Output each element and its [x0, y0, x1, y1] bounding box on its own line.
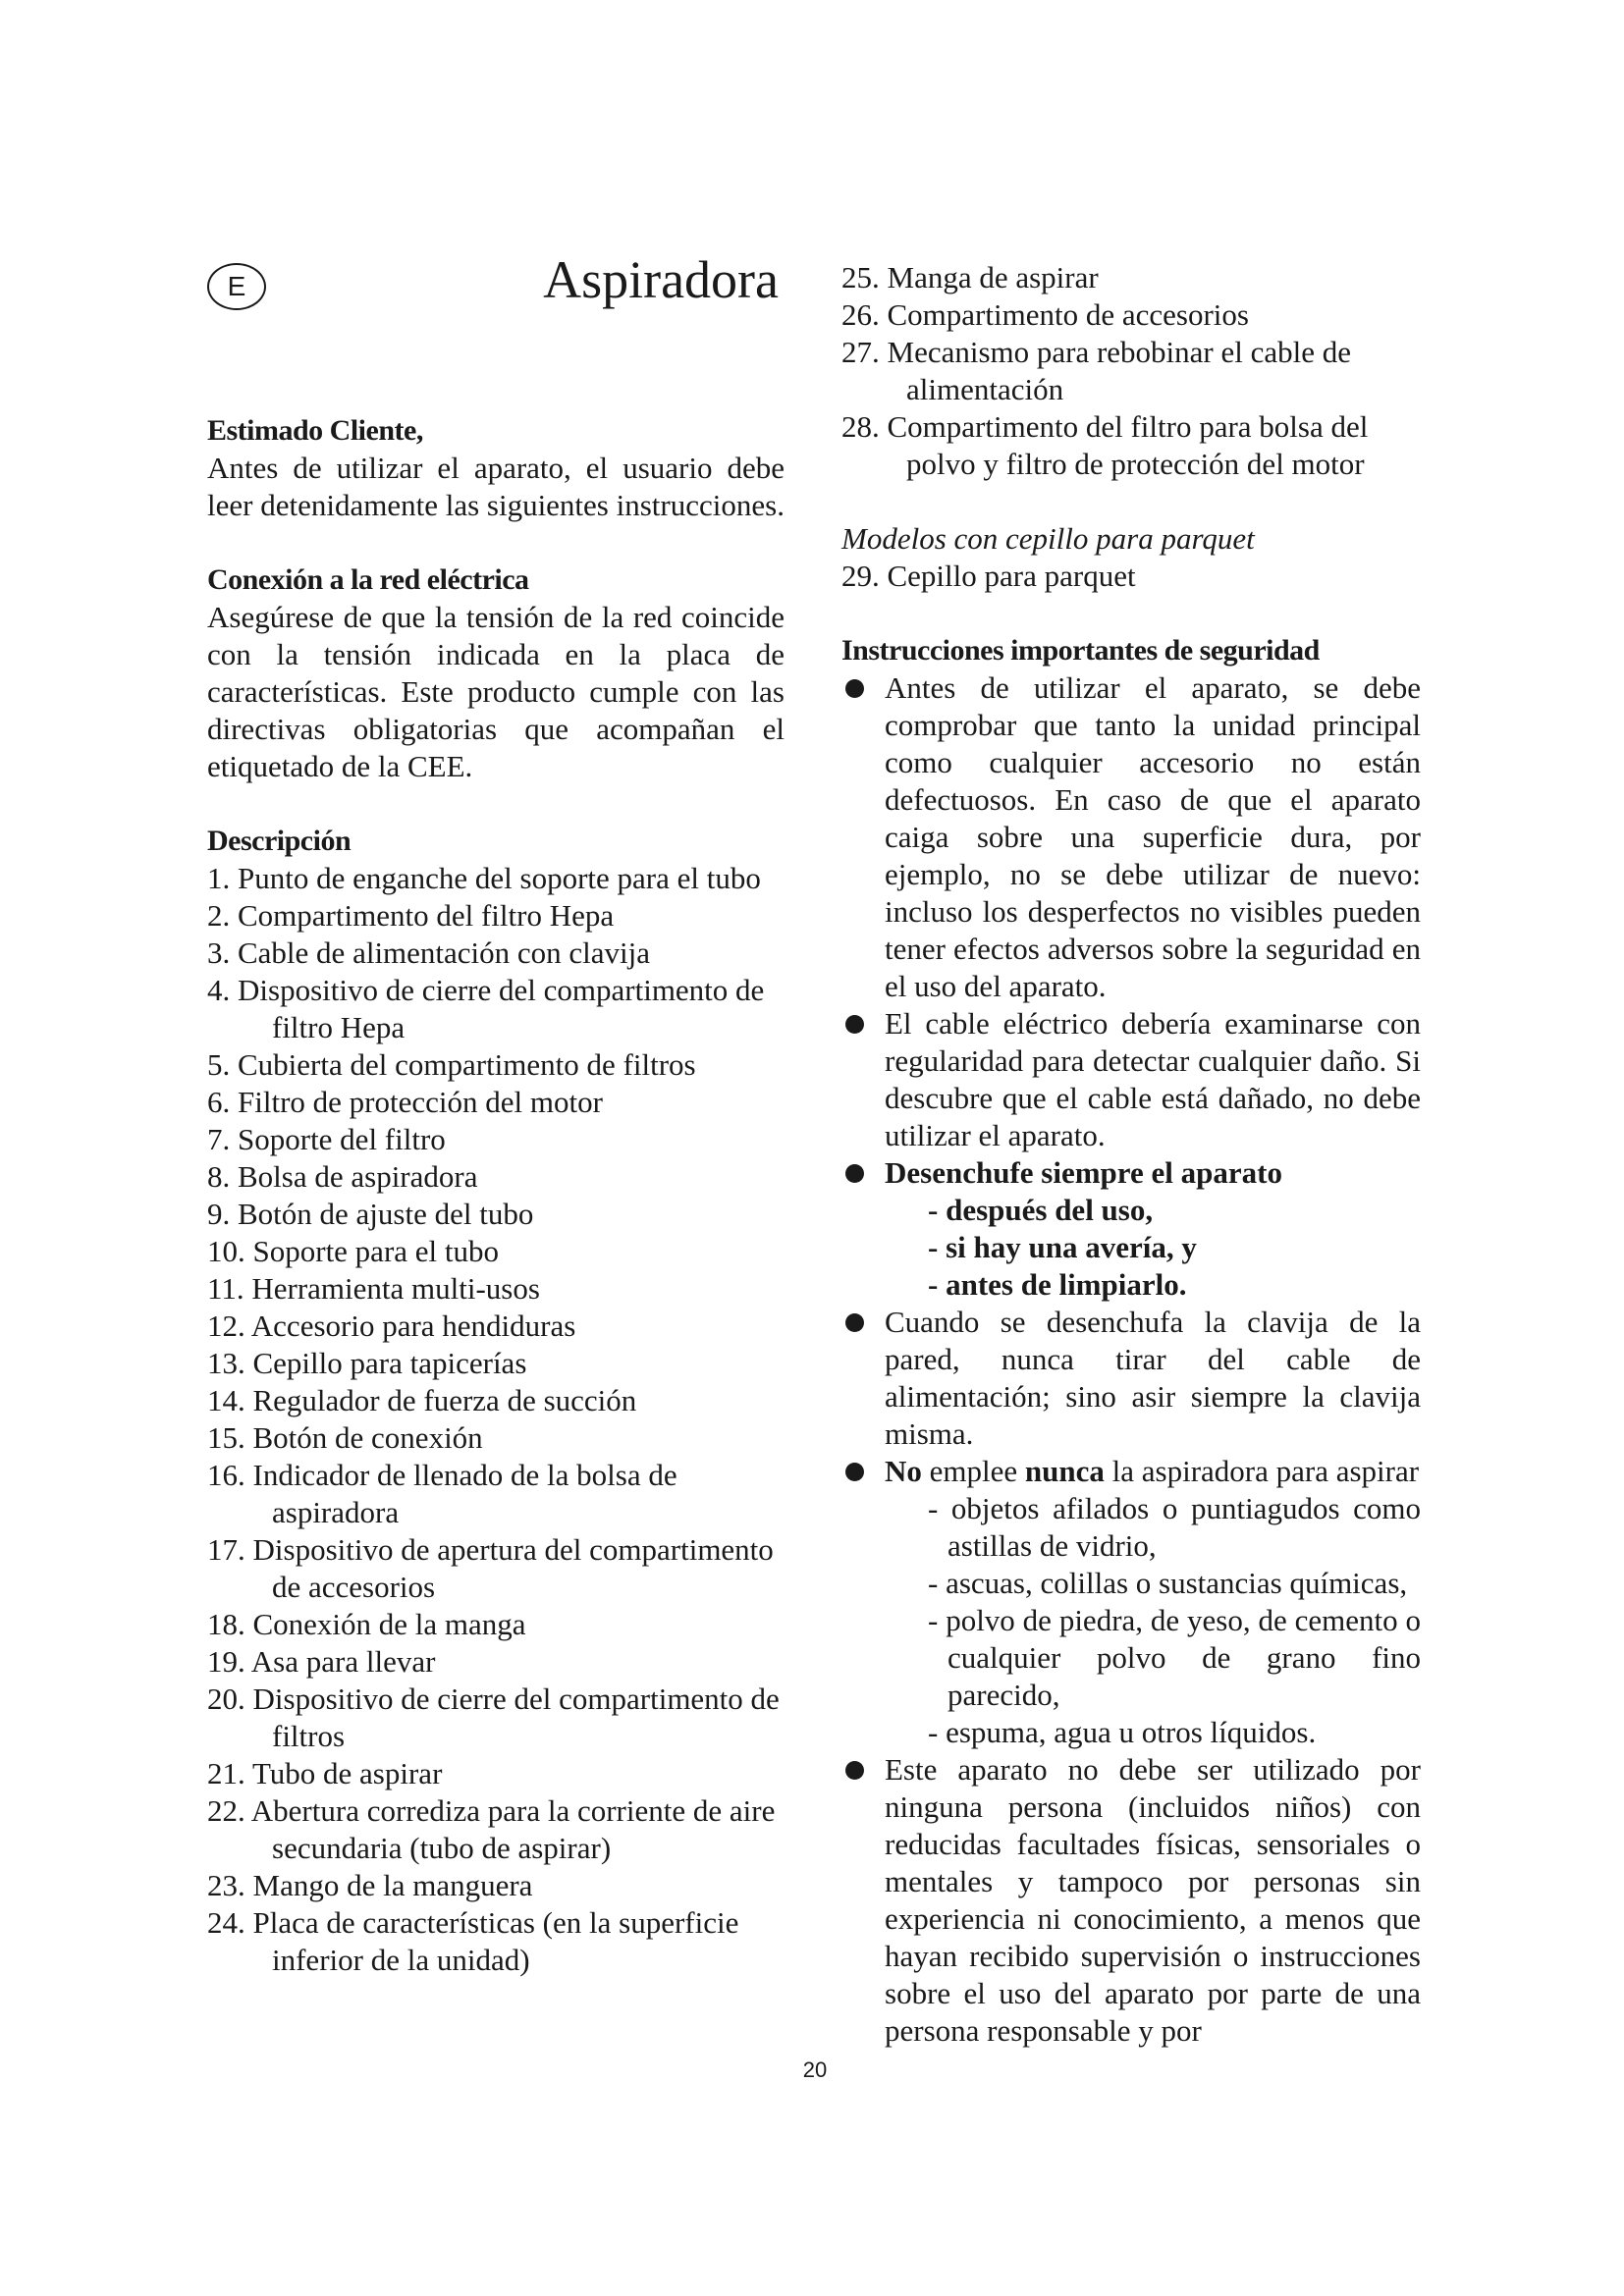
sub-list-item: - espuma, agua u otros líquidos.	[928, 1715, 1317, 1749]
list-item: 25. Manga de aspirar	[841, 260, 1099, 294]
sub-list-item: - antes de limpiarlo.	[928, 1267, 1187, 1302]
list-item: 9. Botón de ajuste del tubo	[207, 1197, 534, 1231]
list-item: 18. Conexión de la manga	[207, 1607, 526, 1641]
page-number: 20	[802, 2057, 828, 2082]
list-item: 13. Cepillo para tapicerías	[207, 1346, 527, 1380]
list-item: 10. Soporte para el tubo	[207, 1234, 500, 1268]
list-item: 12. Accesorio para hendiduras	[207, 1308, 576, 1343]
language-code: E	[227, 271, 246, 301]
bullet-text: El cable eléctrico debería examinarse con regularidad para detectar cualquier daño. Si descubre que el cable está dañado, no debe utilizar el aparato.	[885, 1006, 1421, 1152]
sub-list-item: - polvo de piedra, de yeso, de cemento o cualquier polvo de grano fino parecido,	[928, 1603, 1421, 1712]
connection-text: Asegúrese de que la tensión de la red coincide con la tensión indicada en la placa de características. Este producto cumple con las directivas obligatorias que acompañan el etiquetado de la CEE.	[207, 600, 785, 783]
bullet-text: Desenchufe siempre el aparato	[885, 1155, 1282, 1190]
list-item: 28. Compartimento del filtro para bolsa del polvo y filtro de protección del motor	[841, 409, 1369, 481]
bullet-text: Cuando se desenchufa la clavija de la pared, nunca tirar del cable de alimentación; sino asir siempre la clavija misma.	[885, 1305, 1421, 1451]
bullet-icon	[845, 1313, 864, 1332]
sub-list-item: - si hay una avería, y	[928, 1230, 1197, 1264]
description-list-continued	[841, 259, 1421, 483]
list-item: 27. Mecanismo para rebobinar el cable de alimentación	[841, 335, 1352, 406]
safety-bullet	[841, 1005, 1421, 1154]
list-item: 14. Regulador de fuerza de succión	[207, 1383, 637, 1417]
bullet-icon	[845, 1761, 864, 1780]
list-item: 22. Abertura corrediza para la corriente de aire secundaria (tubo de aspirar)	[207, 1793, 776, 1865]
right-column	[841, 259, 1421, 2050]
bullet-text: emplee	[921, 1454, 1025, 1488]
sub-list-item: - después del uso,	[928, 1193, 1154, 1227]
list-item: 2. Compartimento del filtro Hepa	[207, 898, 615, 933]
list-item: 6. Filtro de protección del motor	[207, 1085, 603, 1119]
list-item: 17. Dispositivo de apertura del compartimento de accesorios	[207, 1532, 774, 1604]
safety-bullet	[841, 669, 1421, 1005]
list-item: 5. Cubierta del compartimento de filtros	[207, 1047, 696, 1082]
bullet-text: Antes de utilizar el aparato, se debe comprobar que tanto la unidad principal como cualquier accesorio no están defectuosos. En caso de que el aparato caiga sobre una superficie dura, por ejemplo, no se debe utilizar de nuevo: incluso los desperfectos no visibles pueden tener efectos adversos sobre la seguridad en el uso del aparato.	[885, 670, 1421, 1003]
list-item: 1. Punto de enganche del soporte para el tubo	[207, 861, 761, 895]
list-item: 23. Mango de la manguera	[207, 1868, 533, 1902]
bullet-text: la aspiradora para aspirar	[1104, 1454, 1420, 1488]
bullet-text-nunca: nunca	[1024, 1454, 1105, 1488]
list-item: 11. Herramienta multi-usos	[207, 1271, 540, 1306]
intro-heading: Estimado Cliente,	[207, 414, 423, 447]
description-heading: Descripción	[207, 825, 352, 857]
description-list	[207, 860, 785, 1979]
sub-list	[885, 1192, 1421, 1304]
bullet-icon	[845, 679, 864, 698]
list-item: 15. Botón de conexión	[207, 1420, 483, 1455]
safety-bullet	[841, 1154, 1421, 1304]
bullet-text: Este aparato no debe ser utilizado por ninguna persona (incluidos niños) con reducidas facultades físicas, sensoriales o mentales y tampoco por personas sin experiencia ni conocimiento, a menos que hayan recibido supervisión o instrucciones sobre el uso del aparato por parte de una persona responsable y por	[885, 1752, 1421, 2048]
bullet-icon	[845, 1015, 864, 1034]
list-item: 26. Compartimento de accesorios	[841, 297, 1249, 332]
list-item: 19. Asa para llevar	[207, 1644, 436, 1679]
bullet-icon	[845, 1164, 864, 1183]
bullet-text-no: No	[885, 1454, 922, 1488]
bullet-icon	[845, 1463, 864, 1481]
list-item: 24. Placa de características (en la superficie inferior de la unidad)	[207, 1905, 739, 1977]
sub-list-item: - objetos afilados o puntiagudos como astillas de vidrio,	[928, 1491, 1421, 1563]
parquet-models-label: Modelos con cepillo para parquet	[841, 521, 1255, 556]
list-item: 16. Indicador de llenado de la bolsa de aspiradora	[207, 1458, 677, 1529]
list-item: 7. Soporte del filtro	[207, 1122, 446, 1156]
sub-list-item: - ascuas, colillas o sustancias químicas,	[928, 1566, 1408, 1600]
list-item: 8. Bolsa de aspiradora	[207, 1159, 478, 1194]
list-item: 29. Cepillo para parquet	[841, 559, 1136, 593]
list-item: 21. Tubo de aspirar	[207, 1756, 443, 1790]
list-item: 4. Dispositivo de cierre del compartimento de filtro Hepa	[207, 973, 765, 1044]
list-item: 20. Dispositivo de cierre del compartimento de filtros	[207, 1682, 780, 1753]
list-item: 3. Cable de alimentación con clavija	[207, 935, 651, 970]
left-column	[207, 412, 785, 1979]
safety-bullet	[841, 1453, 1421, 1751]
intro-text: Antes de utilizar el aparato, el usuario debe leer detenidamente las siguientes instrucciones.	[207, 451, 785, 522]
language-badge	[207, 263, 266, 310]
safety-heading: Instrucciones importantes de seguridad	[841, 634, 1320, 667]
safety-bullet	[841, 1304, 1421, 1453]
page-title: Aspiradora	[543, 250, 779, 309]
connection-heading: Conexión a la red eléctrica	[207, 563, 529, 596]
safety-bullet	[841, 1751, 1421, 2050]
sub-list	[885, 1490, 1421, 1751]
